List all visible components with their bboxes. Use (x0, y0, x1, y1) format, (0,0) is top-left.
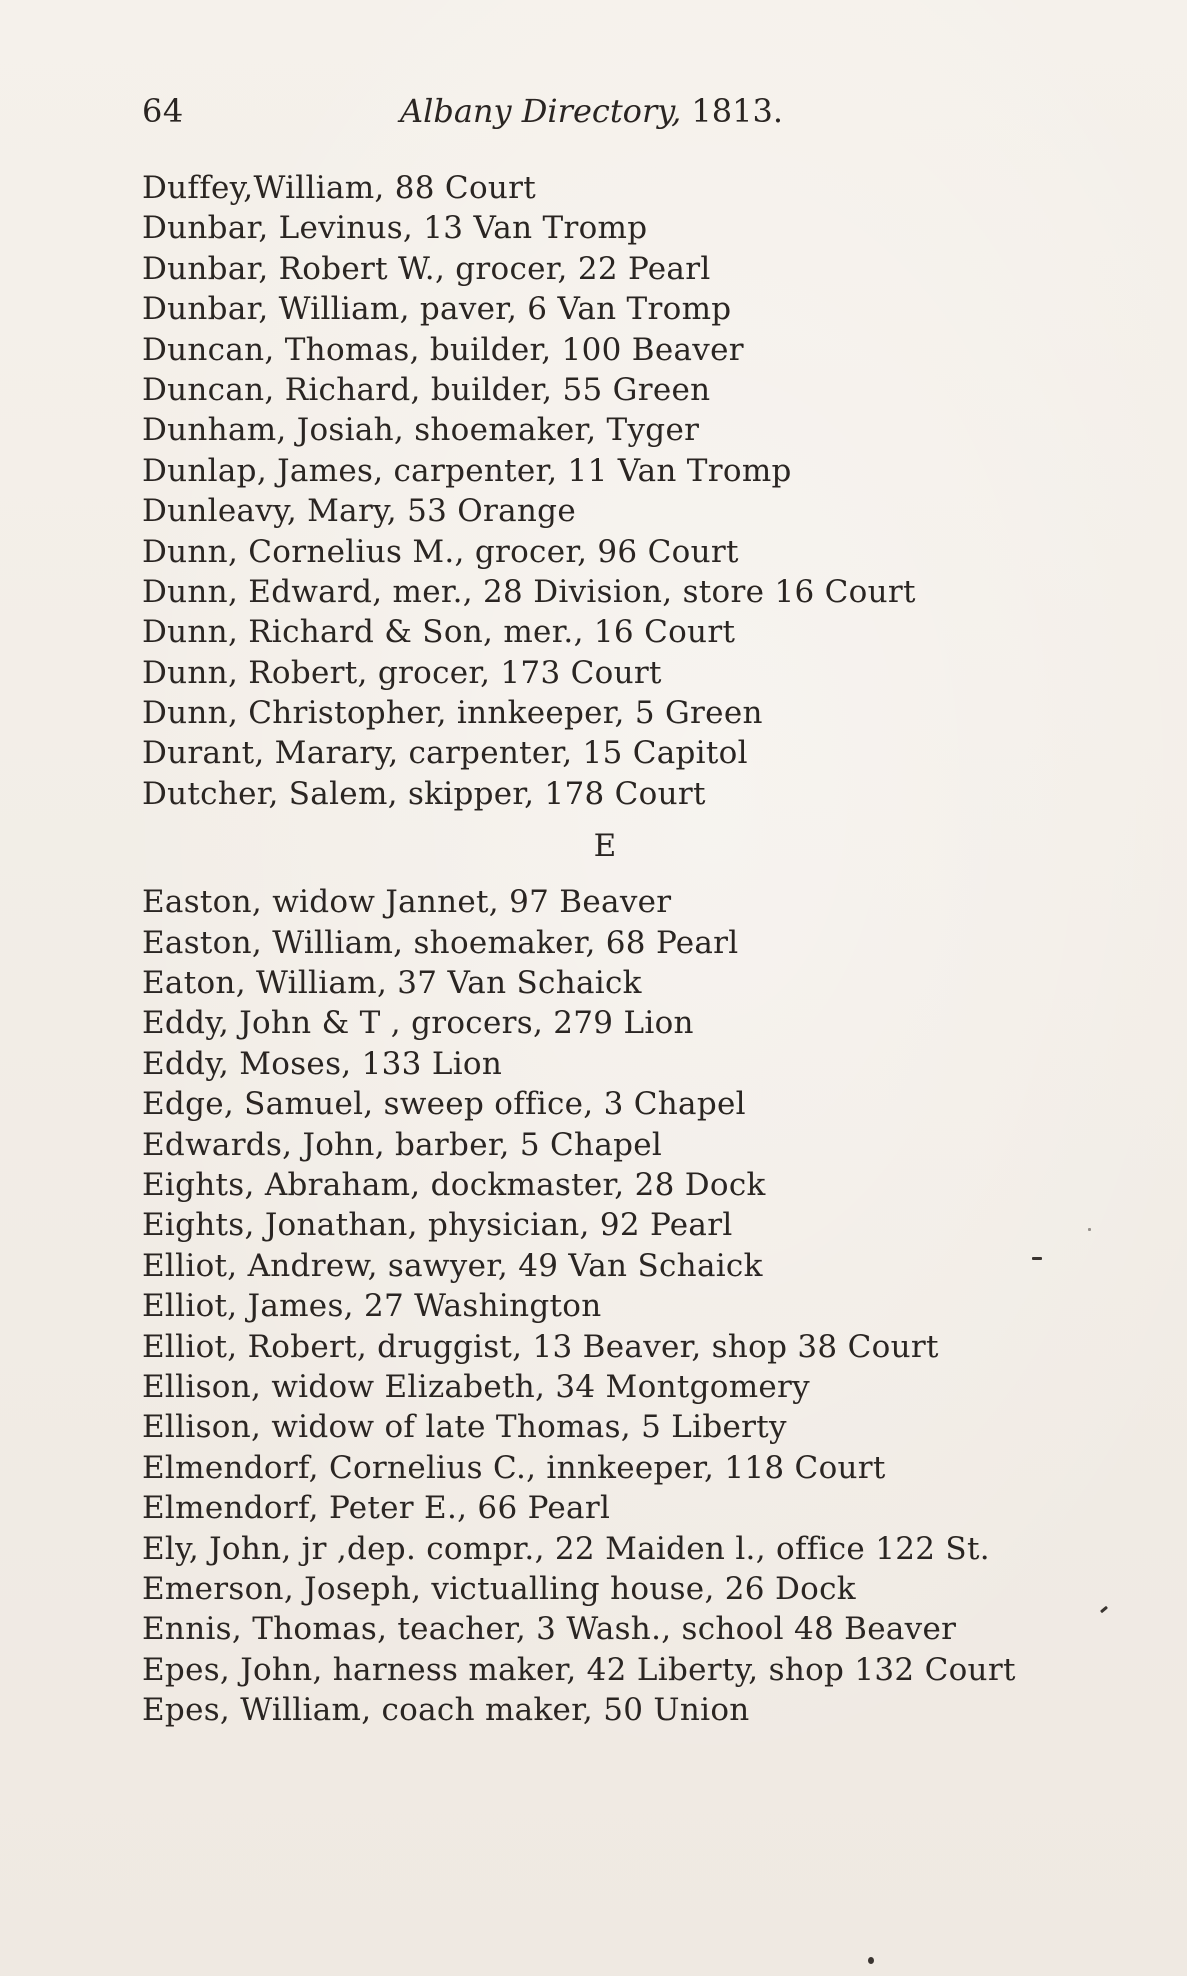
directory-entry: Easton, William, shoemaker, 68 Pearl (142, 924, 739, 961)
directory-entry: Elliot, James, 27 Washington (142, 1288, 602, 1325)
page-number: 64 (142, 92, 184, 130)
directory-entry: Ellison, widow of late Thomas, 5 Liberty (142, 1409, 787, 1446)
directory-entry: Dunn, Christopher, innkeeper, 5 Green (142, 695, 763, 732)
section-spacer (142, 870, 1102, 882)
running-title (400, 92, 783, 130)
directory-entry: Eights, Jonathan, physician, 92 Pearl (142, 1207, 733, 1244)
directory-entry: Easton, widow Jannet, 97 Beaver (142, 884, 672, 921)
section-letter: E (593, 828, 617, 865)
directory-entries (142, 168, 1102, 1730)
directory-entry: Dunbar, Robert W., grocer, 22 Pearl (142, 250, 711, 287)
directory-entry: Eddy, John & T , grocers, 279 Lion (142, 1005, 694, 1042)
directory-entry: Ellison, widow Elizabeth, 34 Montgomery (142, 1368, 810, 1405)
directory-entry: Dunn, Edward, mer., 28 Division, store 16 Court (142, 573, 916, 610)
running-title-year: 1813. (681, 92, 784, 130)
directory-entry: Eights, Abraham, dockmaster, 28 Dock (142, 1166, 766, 1203)
directory-entry: Edwards, John, barber, 5 Chapel (142, 1126, 663, 1163)
directory-entry: Ennis, Thomas, teacher, 3 Wash., school 48 Beaver (142, 1611, 957, 1648)
directory-entry: Dutcher, Salem, skipper, 178 Court (142, 775, 706, 812)
page-header (142, 92, 832, 136)
directory-entry: Elliot, Robert, druggist, 13 Beaver, shop 38 Court (142, 1328, 939, 1365)
running-title-italic: Albany Directory, (400, 92, 682, 130)
directory-entry: Dunham, Josiah, shoemaker, Tyger (142, 412, 700, 449)
directory-entry: Elmendorf, Peter E., 66 Pearl (142, 1490, 611, 1527)
directory-entry: Duncan, Richard, builder, 55 Green (142, 371, 711, 408)
directory-entry: Dunleavy, Mary, 53 Orange (142, 493, 576, 530)
directory-entry: Dunn, Robert, grocer, 173 Court (142, 654, 662, 691)
directory-entry: Durant, Marary, carpenter, 15 Capitol (142, 735, 748, 772)
directory-entry: Epes, William, coach maker, 50 Union (142, 1692, 750, 1729)
directory-entry: Epes, John, harness maker, 42 Liberty, shop 132 Court (142, 1651, 1016, 1688)
directory-entry: Elliot, Andrew, sawyer, 49 Van Schaick (142, 1247, 763, 1284)
directory-entry: Duffey,William, 88 Court (142, 170, 537, 206)
directory-entry: Dunn, Cornelius M., grocer, 96 Court (142, 533, 739, 570)
directory-entry: Duncan, Thomas, builder, 100 Beaver (142, 331, 744, 368)
directory-entry: Eddy, Moses, 133 Lion (142, 1045, 503, 1082)
directory-entry: Elmendorf, Cornelius C., innkeeper, 118 Court (142, 1449, 886, 1486)
directory-entry: Dunlap, James, carpenter, 11 Van Tromp (142, 452, 792, 489)
directory-entry: Eaton, William, 37 Van Schaick (142, 965, 642, 1002)
ink-speck (1032, 1257, 1042, 1260)
directory-entry: Ely, John, jr ,dep. compr., 22 Maiden l., office 122 St. (142, 1530, 990, 1567)
ink-speck (1088, 1228, 1091, 1231)
section-letter-heading (142, 814, 1068, 870)
ink-speck (868, 1957, 874, 1964)
directory-entry: Edge, Samuel, sweep office, 3 Chapel (142, 1086, 746, 1123)
directory-entry: Dunbar, Levinus, 13 Van Tromp (142, 210, 648, 247)
directory-entry: Dunbar, William, paver, 6 Van Tromp (142, 291, 732, 328)
directory-entry: Emerson, Joseph, victualling house, 26 Dock (142, 1570, 856, 1607)
directory-entry: Dunn, Richard & Son, mer., 16 Court (142, 614, 736, 651)
